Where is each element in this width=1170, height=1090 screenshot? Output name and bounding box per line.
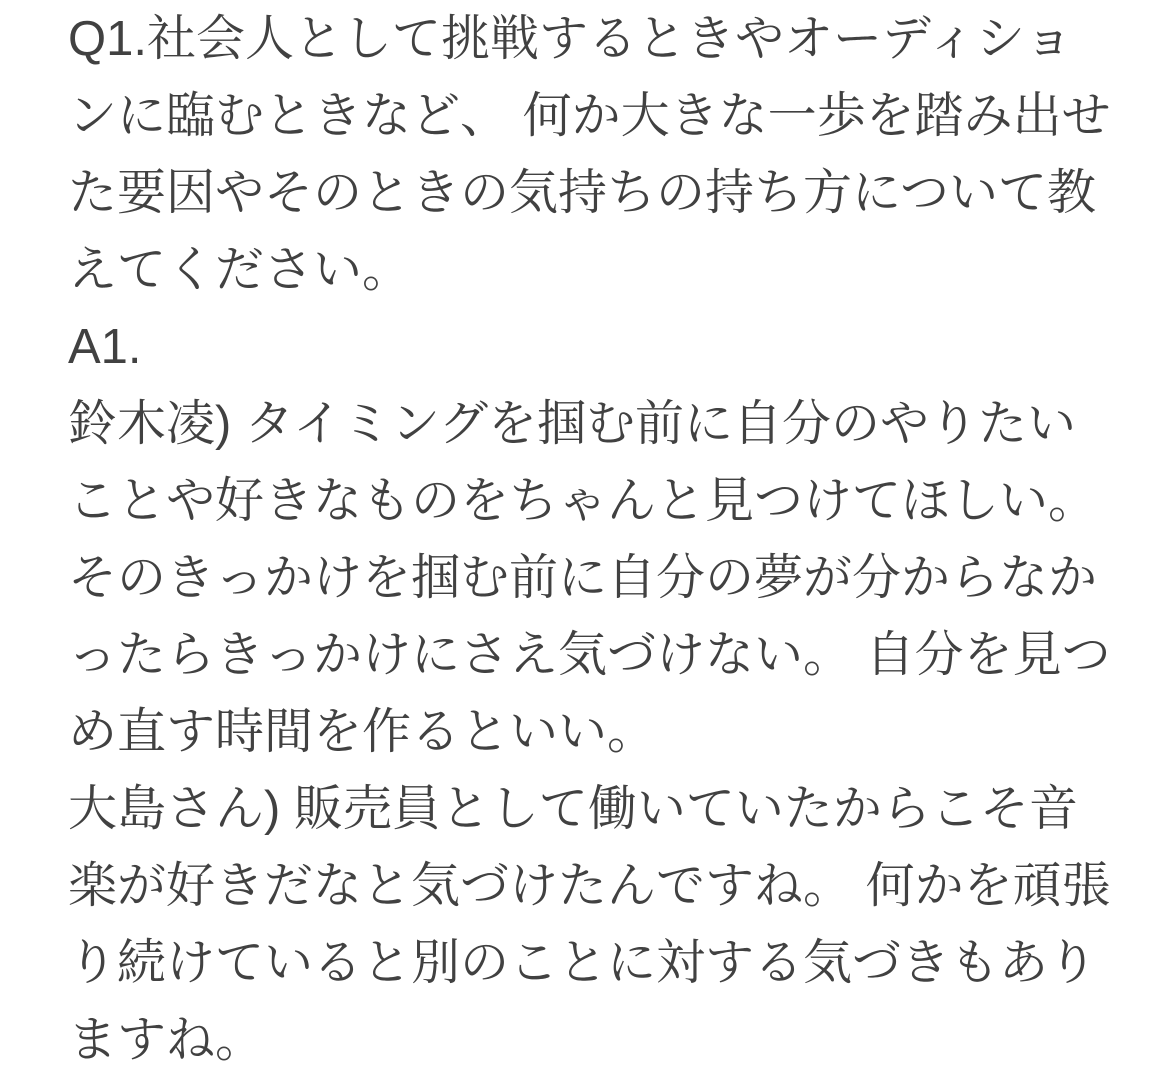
question-block	[68, 1, 1140, 309]
answer-line: ったらきっかけにさえ気づけない。 自分を見つ	[68, 628, 1111, 682]
answer-label: A1.	[68, 320, 142, 374]
answer-line: ことや好きなものをちゃんと見つけてほしい。	[68, 474, 1098, 528]
answer-oshima-block	[68, 771, 1140, 1079]
answer-line: り続けていると別のことに対する気づきもあり	[68, 936, 1098, 990]
question-line: えてください。	[68, 243, 412, 297]
question-line: ンに臨むときなど、 何か大きな一歩を踏み出せ	[68, 89, 1111, 143]
answer-suzuki-block	[68, 386, 1140, 771]
answer-line: 鈴木凌) タイミングを掴む前に自分のやりたい	[68, 397, 1076, 451]
question-line: た要因やそのときの気持ちの持ち方について教	[68, 166, 1097, 220]
answer-line: ますね。	[68, 1013, 265, 1067]
question-line: Q1.社会人として挑戦するときやオーディショ	[68, 12, 1074, 66]
answer-line: そのきっかけを掴む前に自分の夢が分からなか	[68, 551, 1098, 605]
answer-line: 楽が好きだなと気づけたんですね。 何かを頑張	[68, 859, 1111, 913]
answer-line: 大島さん) 販売員として働いていたからこそ音	[68, 782, 1078, 836]
answer-line: め直す時間を作るといい。	[68, 705, 657, 759]
